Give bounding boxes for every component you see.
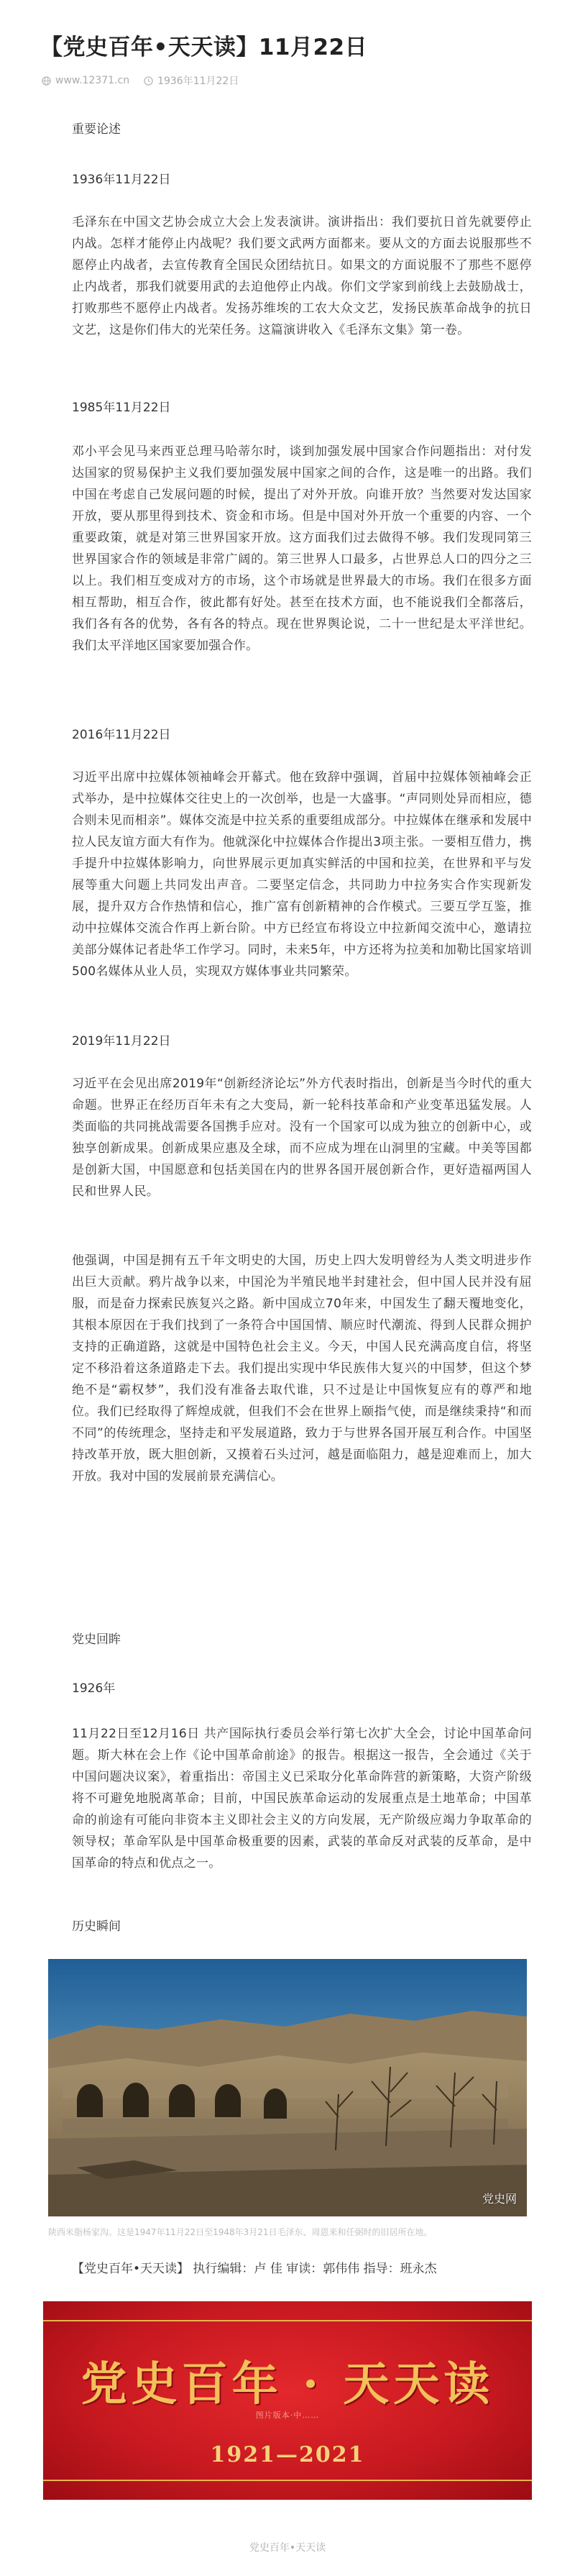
paragraph: 习近平出席中拉媒体领袖峰会开幕式。他在致辞中强调，首届中拉媒体领袖峰会正式举办，是中拉媒体交往史上的一次创举，也是一大盛事。“声同则处异而相应，德合则未见而相亲”。媒体交流是中拉关系的重要组成部分。中拉媒体在继承和发展中拉人民友谊方面大有作为。他就深化中拉媒体合作提出3项主张。一要相互借力，携手提升中拉媒体影响力，向世界展示更加真实鲜活的中国和拉美，在世界和平与发展等重大问题上共同发出声音。二要坚定信念，共同助力中拉务实合作实现新发展，提升双方合作热情和信心，推广富有创新精神的合作模式。三要互学互鉴，推动中拉媒体交流合作再上新台阶。中方已经宣布将设立中拉新闻交流中心，邀请拉美部分媒体记者赴华工作学习。同时，未来5年，中方还将为拉美和加勒比国家培训500名媒体从业人员，实现双方媒体事业共同繁荣。 <box>72 770 532 979</box>
history-photo <box>48 1959 527 2216</box>
article-meta <box>42 73 239 88</box>
article-source-link[interactable]: www.12371.cn <box>55 75 130 86</box>
section-heading: 重要论述 <box>72 122 121 137</box>
paragraph: 他强调，中国是拥有五千年文明史的大国，历史上四大发明曾经为人类文明进步作出巨大贡献。鸦片战争以来，中国沦为半殖民地半封建社会，但中国人民并没有屈服，而是奋力探索民族复兴之路。新中国成立70年来，中国发生了翻天覆地变化，其根本原因在于我们找到了一条符合中国国情、顺应时代潮流、得到人民群众拥护支持的正确道路，这就是中国特色社会主义。今天，中国人民充满高度自信，将坚定不移沿着这条道路走下去。我们提出实现中华民族伟大复兴的中国梦，但这个梦绝不是“霸权梦”，我们没有准备去取代谁，只不过是让中国恢复应有的尊严和地位。我们已经取得了辉煌成就，但我们不会在世界上颐指气使，而是继续秉持“和而不同”的传统理念，坚持走和平发展道路，致力于与世界各国开展互利合作。中国坚持改革开放，既大胆创新，又摸着石头过河，越是面临阻力，越是迎难而上，加大开放。我对中国的发展前景充满信心。 <box>72 1253 532 1484</box>
article-title: 【党史百年•天天读】11月22日 <box>40 35 368 60</box>
date-heading: 2019年11月22日 <box>72 1034 171 1049</box>
date-heading: 1926年 <box>72 1681 116 1696</box>
paragraph: 邓小平会见马来西亚总理马哈蒂尔时，谈到加强发展中国家合作问题指出：对付发达国家的贸易保护主义我们要加强发展中国家之间的合作，这是唯一的出路。我们中国在考虑自己发展问题的时候，提出了对外开放。向谁开放？当然要对发达国家开放，要从那里得到技术、资金和市场。但是中国对外开放一个重要的内容、一个重要政策，就是对第三世界国家开放。这方面我们过去做得不够。我们发现同第三世界国家合作的领域是非常广阔的。第三世界人口最多，占世界总人口的四分之三以上。我们相互变成对方的市场，这个市场就是世界最大的市场。我们在很多方面相互帮助，相互合作，彼此都有好处。甚至在技术方面，也不能说我们全都落后，我们各有各的优势，各有各的特点。现在世界舆论说，二十一世纪是太平洋世纪。我们太平洋地区国家要加强合作。 <box>72 444 532 653</box>
date-heading: 2016年11月22日 <box>72 728 171 742</box>
photo-watermark: 党史网 <box>482 2192 517 2206</box>
clock-icon <box>144 76 153 86</box>
banner-divider <box>43 2480 532 2481</box>
paragraph: 11月22日至12月16日 共产国际执行委员会举行第七次扩大全会，讨论中国革命问题。斯大林在会上作《论中国革命前途》的报告。根据这一报告，全会通过《关于中国问题决议案》，着重指出：帝国主义已采取分化革命阵营的新策略，大资产阶级将不可避免地脱离革命；目前，中国民族革命运动的发展重点是土地革命；中国革命的前途有可能向非资本主义即社会主义的方向发展，无产阶级应竭力争取革命的领导权；革命军队是中国革命极重要的因素，武装的革命反对武装的反革命，是中国革命的特点和优点之一。 <box>72 1727 532 1871</box>
paragraph: 毛泽东在中国文艺协会成立大会上发表演讲。演讲指出：我们要抗日首先就要停止内战。怎样才能停止内战呢？我们要文武两方面都来。要从文的方面去说服那些不愿停止内战者，去宣传教育全国民众团结抗日。如果文的方面说服不了那些不愿停止内战者，那我们就要用武的去迫他停止内战。你们文学家到前线上去鼓励战士，打败那些不愿停止内战者。发扬苏维埃的工农大众文艺，发扬民族革命战争的抗日文艺，这是你们伟大的光荣任务。这篇演讲收入《毛泽东文集》第一卷。 <box>72 215 532 337</box>
date-heading: 1936年11月22日 <box>72 173 171 187</box>
date-heading: 1985年11月22日 <box>72 401 171 415</box>
article-date: 1936年11月22日 <box>157 76 239 87</box>
section-heading: 党史回眸 <box>72 1632 121 1647</box>
editor-credit: 【党史百年•天天读】 执行编辑：卢 佳 审读：郭伟伟 指导：班永杰 <box>72 2262 437 2276</box>
photo-caption: 陕西米脂杨家沟。这是1947年11月22日至1948年3月21日毛泽东、周恩来和任弼时的旧居所在地。 <box>48 2227 433 2237</box>
footer-text: 党史百年•天天读 <box>249 2542 326 2554</box>
banner-subtitle: 图片版本·中…… <box>255 2411 320 2420</box>
banner-title: 党史百年 · 天天读 <box>80 2357 494 2411</box>
banner-divider <box>43 2320 532 2321</box>
section-heading: 历史瞬间 <box>72 1919 121 1934</box>
series-banner <box>43 2301 532 2500</box>
globe-icon <box>42 76 51 86</box>
banner-years: 1921—2021 <box>210 2442 365 2467</box>
paragraph: 习近平在会见出席2019年“创新经济论坛”外方代表时指出，创新是当今时代的重大命题。世界正在经历百年未有之大变局，新一轮科技革命和产业变革迅猛发展。人类面临的共同挑战需要各国携手应对。没有一个国家可以成为独立的创新中心，或独享创新成果。创新成果应惠及全球，而不应成为埋在山洞里的宝藏。中美等国都是创新大国，中国愿意和包括美国在内的世界各国开展创新合作，更好造福两国人民和世界人民。 <box>72 1077 532 1199</box>
